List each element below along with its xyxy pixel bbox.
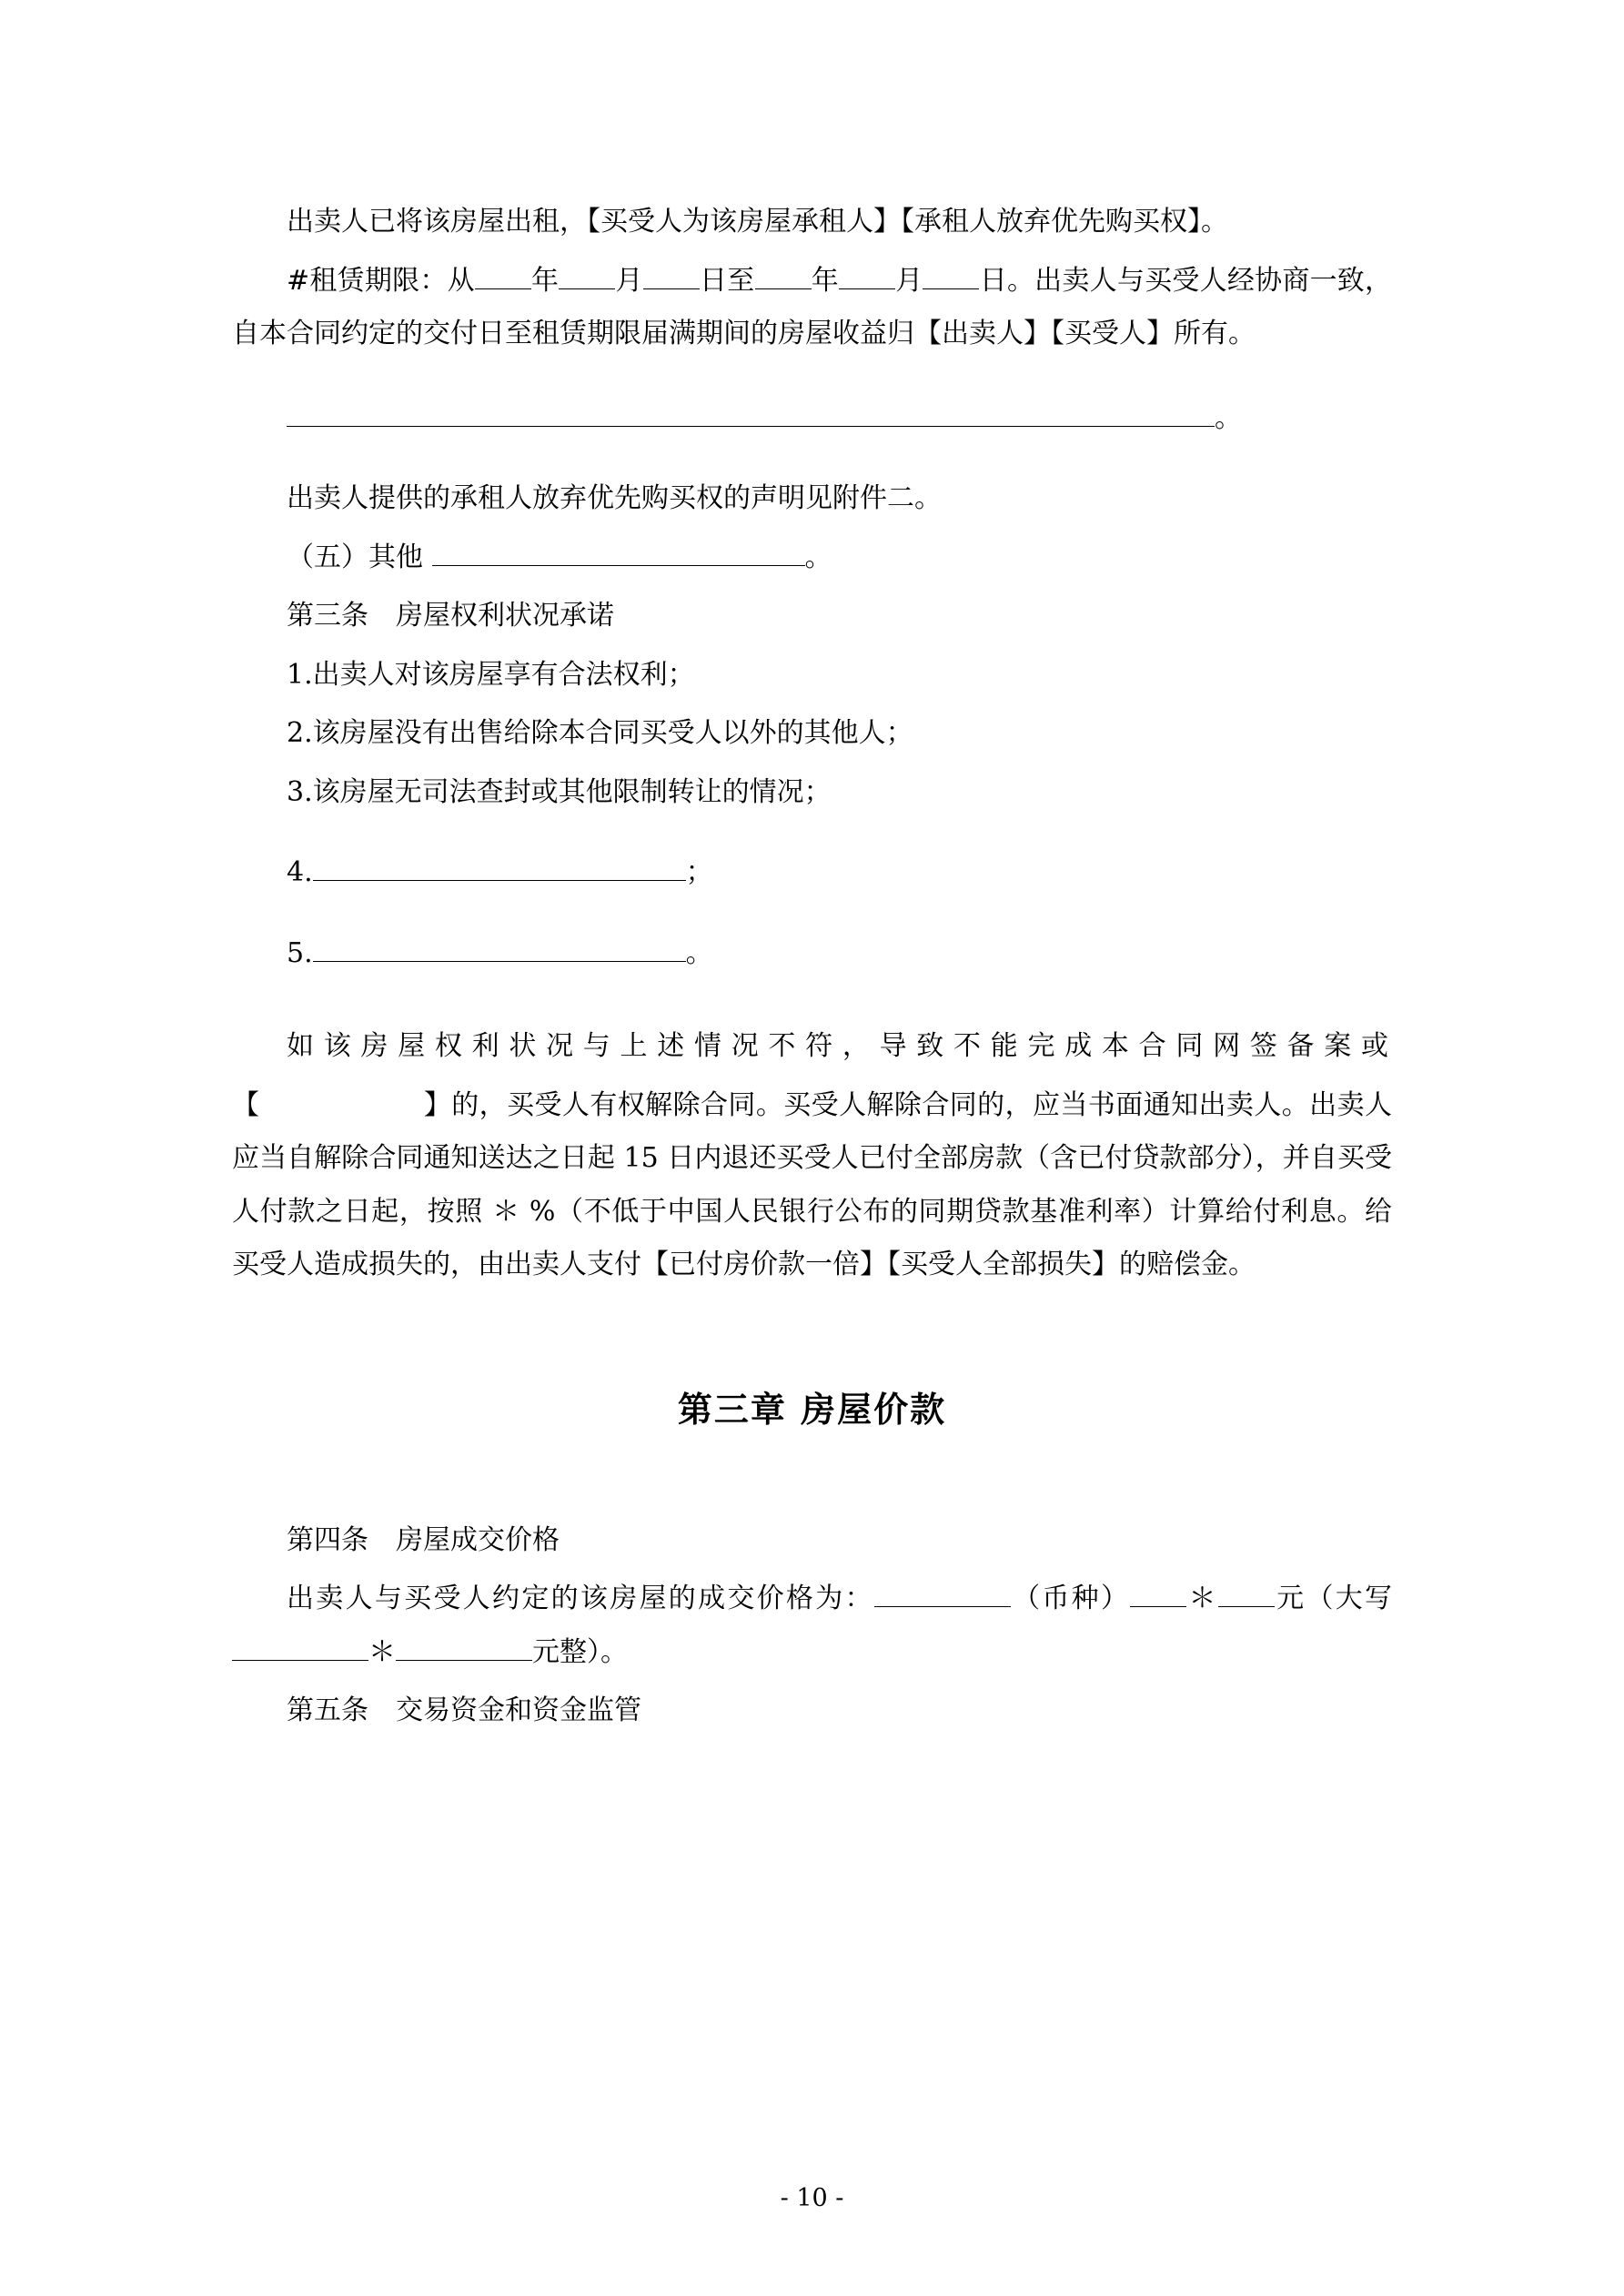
article3-item-4-prefix: 4. <box>287 856 313 888</box>
lease-month2-label: 月 <box>894 264 923 297</box>
article4-title: 第四条 房屋成交价格 <box>287 1523 560 1556</box>
article3-item-1: 1.出卖人对该房屋享有合法权利； <box>287 658 695 691</box>
lease-year2-label: 年 <box>811 264 839 297</box>
article3-item-3: 3.该房屋无司法查封或其他限制转让的情况； <box>287 775 832 808</box>
article3-item-4-blank[interactable] <box>313 880 686 881</box>
paragraph-lease-notice: 出卖人已将该房屋出租，【买受人为该房屋承租人】【承租人放弃优先购买权】。 <box>287 206 1228 238</box>
lease-year2-blank[interactable] <box>755 288 812 289</box>
paragraph-other-clause <box>232 531 1392 585</box>
article5-title: 第五条 交易资金和资金监管 <box>287 1694 641 1727</box>
other-clause-prefix: （五）其他 <box>287 541 423 573</box>
article3-item-4 <box>232 846 1392 900</box>
chapter3-title: 第三章 房屋价款 <box>677 1389 947 1430</box>
article3-item-5-blank[interactable] <box>313 961 686 962</box>
page-number: - 10 - <box>780 2184 844 2212</box>
lease-month2-blank[interactable] <box>839 288 895 289</box>
price-amount-blank-1[interactable] <box>1130 1606 1186 1607</box>
free-text-blank[interactable] <box>287 426 1215 427</box>
article4-star-1: ＊ <box>1186 1583 1218 1615</box>
article3-item-5-suffix: 。 <box>685 936 713 969</box>
blank-rule-period: 。 <box>1215 401 1242 434</box>
price-currency-blank[interactable] <box>874 1606 1011 1607</box>
price-amount-blank-2[interactable] <box>1218 1606 1275 1607</box>
article4-yuan-whole: 元整）。 <box>532 1635 628 1668</box>
article3-item-2: 2.该房屋没有出售给除本合同买受人以外的其他人； <box>287 717 913 749</box>
article3-item-5-prefix: 5. <box>287 936 313 969</box>
breach-bracket-close: 】 <box>423 1088 452 1121</box>
breach-text: 的，买受人有权解除合同。买受人解除合同的，应当书面通知出卖人。出卖人应当自解除合同通知送达之日起 15 日内退还买受人已付全部房款（含已付贷款部分），并自买受人付款之日起，按照 ＊ %（不低于中国人民银行公布的同期贷款基准利率）计算给付利息。给买受人造成损失的，由出卖人支付【已付房价款一倍】【买受人全部损失】的赔偿金。 <box>232 1088 1393 1280</box>
lease-year1-label: 年 <box>530 264 560 297</box>
article4-body <box>232 1573 1392 1679</box>
breach-bracket-open: 【 <box>232 1088 260 1121</box>
lease-day1-blank[interactable] <box>643 288 700 289</box>
lease-year1-blank[interactable] <box>475 288 531 289</box>
document-body <box>232 196 1392 1738</box>
price-upper-blank-1[interactable] <box>232 1660 368 1661</box>
paragraph-lease-term <box>232 255 1392 361</box>
article4-currency-label: （币种） <box>1010 1583 1131 1615</box>
article3-title: 第三条 房屋权利状况承诺 <box>287 600 614 632</box>
other-clause-suffix: 。 <box>804 541 832 573</box>
page-footer <box>0 2184 1624 2212</box>
paragraph-statement-attachment: 出卖人提供的承租人放弃优先购买权的声明见附件二。 <box>287 482 942 514</box>
lease-term-prefix: #租赁期限：从 <box>287 264 475 297</box>
paragraph-breach-line2 <box>232 1079 1392 1292</box>
article4-body-prefix: 出卖人与买受人约定的该房屋的成交价格为： <box>287 1583 874 1615</box>
other-clause-blank[interactable] <box>432 565 805 566</box>
lease-month1-blank[interactable] <box>559 288 615 289</box>
price-upper-blank-2[interactable] <box>396 1660 532 1661</box>
lease-day2-blank[interactable] <box>923 288 979 289</box>
paragraph-breach-line1: 如该房屋权利状况与上述情况不符，导致不能完成本合同网签备案或 <box>287 1030 1392 1062</box>
lease-month1-label: 月 <box>615 264 643 297</box>
article3-item-5 <box>232 927 1392 981</box>
lease-day1-label: 日至 <box>699 264 755 297</box>
article4-yuan: 元（大写 <box>1274 1583 1393 1615</box>
article4-star-2: ＊ <box>368 1635 396 1668</box>
lease-term-suffix: 日。出卖人与买受人经协商一致，自本合同约定的交付日至租赁期限届满期间的房屋收益归【出卖人】【买受人】所有。 <box>232 264 1393 349</box>
paragraph-blank-rule <box>232 392 1392 446</box>
article3-item-4-suffix: ； <box>685 856 713 888</box>
